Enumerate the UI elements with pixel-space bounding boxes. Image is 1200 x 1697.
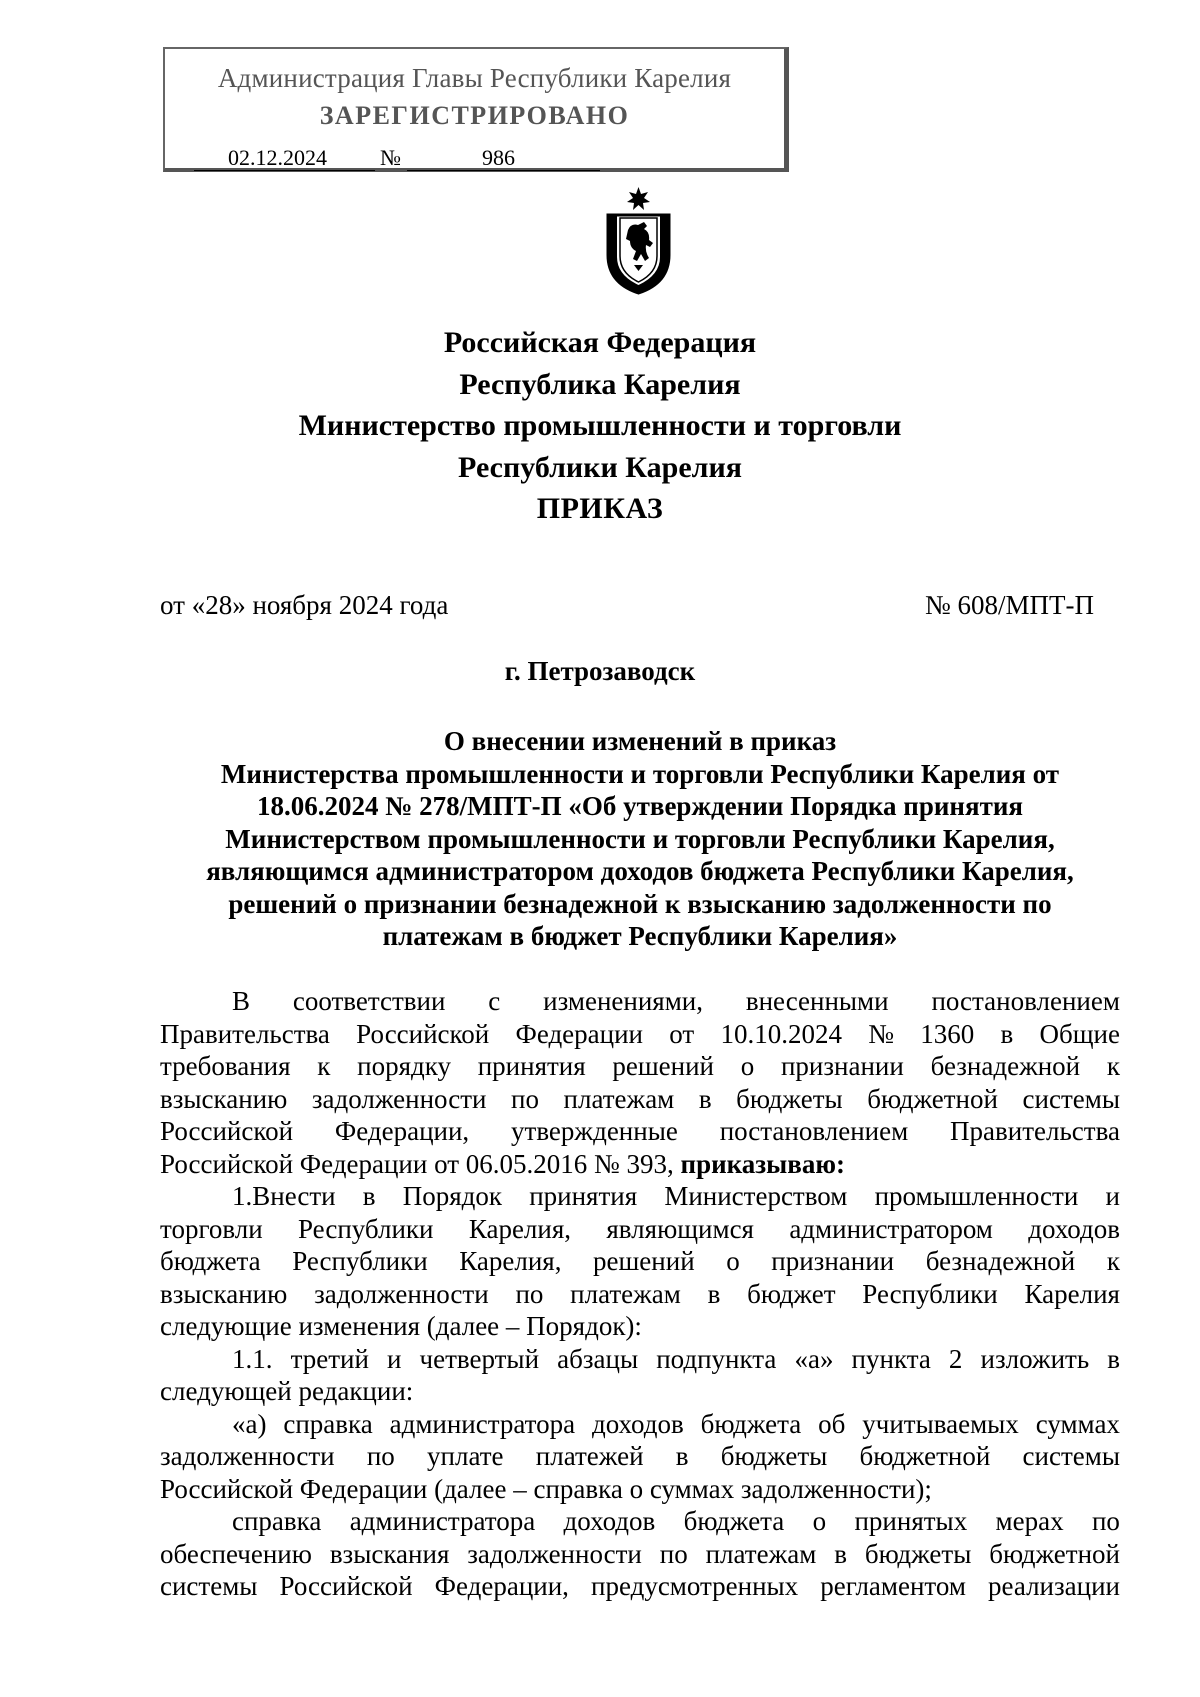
word: третий <box>290 1343 369 1374</box>
word: Республики <box>298 1213 434 1244</box>
word: решений <box>612 1051 714 1081</box>
word: признании <box>780 1051 904 1081</box>
document-header <box>0 322 1200 530</box>
word: 1.1. <box>232 1343 273 1374</box>
preamble-line <box>160 1115 1120 1148</box>
word: подпункта <box>656 1343 777 1374</box>
order-verb: приказываю: <box>680 1148 845 1179</box>
title-line: 18.06.2024 № 278/МПТ-П «Об утверждении Порядка принятия <box>256 791 1023 821</box>
word: безнадежной <box>930 1051 1081 1081</box>
header-ministry: Министерство промышленности и торговли <box>298 409 902 442</box>
word: бюджетной <box>859 1441 991 1471</box>
word: системы <box>1022 1441 1120 1471</box>
word: задолженности <box>314 1278 489 1309</box>
word: Российской <box>356 1018 490 1049</box>
word: бюджета <box>683 1506 785 1536</box>
word: о <box>740 1051 755 1081</box>
word: платежам <box>705 1538 817 1569</box>
clause-1-1-line <box>160 1343 1120 1376</box>
word: об <box>818 1408 846 1439</box>
clause-1-line <box>160 1245 1120 1278</box>
stamp-number-underline <box>407 170 600 171</box>
word: в <box>362 1181 376 1211</box>
coat-of-arms-icon <box>600 185 677 295</box>
word: задолженности <box>311 1083 487 1114</box>
word: Республики <box>862 1278 998 1309</box>
word: и <box>1105 1181 1120 1211</box>
word: принятия <box>529 1181 638 1211</box>
word: Правительства <box>160 1018 330 1049</box>
preamble-word: внесенными <box>745 986 889 1016</box>
subclause-a-line <box>160 1408 1120 1441</box>
clause-1-line <box>160 1278 1120 1311</box>
word: 2 <box>948 1343 963 1374</box>
title-line: решений о признании безнадежной к взысканию задолженности по <box>228 888 1052 919</box>
word: реализации <box>988 1571 1120 1601</box>
word: Правительства <box>950 1116 1120 1146</box>
preamble-line <box>160 1050 1120 1083</box>
word: администратора <box>389 1408 576 1439</box>
word: признании <box>771 1246 895 1276</box>
certificate-line <box>160 1538 1120 1571</box>
word: по <box>659 1538 688 1569</box>
word: Карелия <box>1024 1278 1120 1309</box>
word: бюджеты <box>736 1083 843 1114</box>
certificate-line <box>160 1570 1120 1603</box>
word: № <box>868 1018 894 1049</box>
preamble-word: с <box>488 986 501 1016</box>
word: системы <box>1022 1083 1120 1114</box>
word: Министерством <box>664 1181 848 1211</box>
word: Республики <box>292 1246 428 1276</box>
word: Российской <box>279 1571 413 1601</box>
word: безнадежной <box>925 1246 1076 1276</box>
word: принятия <box>477 1051 586 1081</box>
word: по <box>366 1441 395 1471</box>
word: доходов <box>591 1408 684 1439</box>
preamble-word: В <box>232 986 251 1016</box>
header-doc-type: ПРИКАЗ <box>536 492 664 525</box>
word: к <box>1106 1051 1120 1081</box>
header-country: Российская Федерация <box>443 326 757 359</box>
word: уплате <box>427 1441 504 1471</box>
word: в <box>698 1083 712 1114</box>
registration-stamp <box>163 47 789 172</box>
word: взысканию <box>160 1083 288 1114</box>
word: являющимся <box>606 1213 754 1244</box>
preamble-line-last <box>160 1148 1120 1181</box>
title-line: платежам в бюджет Республики Карелия» <box>382 921 898 951</box>
title-line: являющимся администратором доходов бюджета Республики Карелия, <box>206 856 1074 886</box>
word: обеспечению <box>160 1538 312 1569</box>
word: справка <box>283 1408 373 1439</box>
word: регламентом <box>820 1571 966 1601</box>
word: Карелия, <box>459 1246 562 1276</box>
stamp-number: 986 <box>482 145 515 170</box>
word: к <box>1106 1246 1120 1276</box>
word: бюджета <box>700 1408 802 1439</box>
word: Порядок <box>402 1181 503 1211</box>
subclause-a-line <box>160 1440 1120 1473</box>
preamble-word: постановлением <box>931 986 1120 1016</box>
word: бюджеты <box>720 1441 828 1471</box>
word: Федерации, <box>434 1571 569 1601</box>
word: от <box>669 1018 695 1049</box>
word: в <box>834 1538 847 1569</box>
stamp-date-underline <box>194 170 375 171</box>
word: задолженности <box>160 1441 335 1471</box>
word: 1.Внести <box>232 1181 336 1211</box>
word: бюджетной <box>989 1538 1120 1569</box>
preamble-word: соответствии <box>292 986 446 1016</box>
word: по <box>515 1278 544 1309</box>
header-ministry-republic: Республики Карелия <box>458 450 742 484</box>
word: утвержденные <box>511 1116 678 1146</box>
clause-1-line <box>160 1180 1120 1213</box>
word: платежам <box>570 1278 681 1309</box>
word: взысканию <box>160 1278 288 1309</box>
preamble-line <box>160 985 1120 1018</box>
word: Карелия, <box>468 1213 572 1244</box>
word: в <box>1107 1343 1120 1374</box>
word: «а» <box>794 1343 834 1374</box>
word: Федерации <box>515 1018 643 1049</box>
word: администратором <box>789 1213 993 1244</box>
word: к <box>317 1051 331 1081</box>
clause-1-1-line-last: следующей редакции: <box>160 1376 414 1406</box>
order-title <box>0 725 1200 953</box>
stamp-date: 02.12.2024 <box>228 145 327 170</box>
word: изложить <box>980 1343 1090 1374</box>
word: администратора <box>349 1506 536 1536</box>
word: промышленности <box>874 1181 1079 1211</box>
word: Общие <box>1039 1018 1120 1049</box>
word: решений <box>593 1246 695 1276</box>
word: бюджетной <box>867 1083 998 1114</box>
stamp-number-sign: № <box>380 145 401 170</box>
word: бюджета <box>160 1246 261 1276</box>
title-line: Министерства промышленности и торговли Республики Карелия от <box>220 758 1060 789</box>
word: справка <box>232 1506 322 1536</box>
word: и <box>387 1343 402 1374</box>
word: абзацы <box>557 1343 639 1374</box>
word: торговли <box>160 1213 263 1244</box>
word: мерах <box>995 1506 1064 1536</box>
word: в <box>1000 1018 1014 1049</box>
word: по <box>511 1083 539 1114</box>
word: бюджеты <box>864 1538 972 1569</box>
word: учитываемых <box>862 1408 1019 1439</box>
title-line: Министерством промышленности и торговли Республики Карелия, <box>225 823 1055 854</box>
word: в <box>675 1441 689 1471</box>
word: по <box>1091 1506 1120 1536</box>
word: пункта <box>851 1343 931 1374</box>
order-date: от «28» ноября 2024 года <box>160 590 449 620</box>
preamble-text: Российской Федерации от 06.05.2016 № 393, <box>160 1148 681 1179</box>
order-body <box>160 985 1120 1603</box>
word: доходов <box>1028 1213 1120 1244</box>
order-number: № 608/МПТ-П <box>925 590 1095 620</box>
word: постановлением <box>719 1116 909 1146</box>
word: платежам <box>563 1083 675 1114</box>
word: системы <box>160 1571 258 1601</box>
word: «а) <box>232 1408 267 1439</box>
word: о <box>812 1506 827 1536</box>
word: Федерации, <box>334 1116 470 1146</box>
clause-1-line-last: следующие изменения (далее – Порядок): <box>160 1311 642 1341</box>
subclause-a-line-last: Российской Федерации (далее – справка о суммах задолженности); <box>160 1473 932 1504</box>
clause-1-line <box>160 1213 1120 1246</box>
preamble-word: изменениями, <box>543 986 703 1016</box>
word: 10.10.2024 <box>720 1018 842 1049</box>
word: Российской <box>160 1116 294 1146</box>
title-line: О внесении изменений в приказ <box>443 726 837 756</box>
word: доходов <box>563 1506 656 1536</box>
preamble-line <box>160 1083 1120 1116</box>
stamp-status: ЗАРЕГИСТРИРОВАНО <box>319 101 630 130</box>
header-republic: Республика Карелия <box>459 367 741 401</box>
stamp-organization: Администрация Главы Республики Карелия <box>217 63 732 93</box>
certificate-line <box>160 1505 1120 1538</box>
word: о <box>726 1246 740 1276</box>
word: платежей <box>535 1441 644 1471</box>
preamble-line <box>160 1018 1120 1051</box>
word: задолженности <box>467 1538 642 1569</box>
word: предусмотренных <box>591 1571 799 1601</box>
word: четвертый <box>419 1343 540 1374</box>
word: требования <box>160 1051 291 1081</box>
word: 1360 <box>920 1018 975 1049</box>
word: бюджет <box>747 1278 836 1309</box>
word: суммах <box>1035 1408 1120 1439</box>
order-city: г. Петрозаводск <box>504 656 696 686</box>
word: взыскания <box>329 1538 450 1569</box>
word: принятых <box>854 1506 968 1536</box>
word: в <box>707 1278 721 1309</box>
word: порядку <box>357 1051 451 1081</box>
